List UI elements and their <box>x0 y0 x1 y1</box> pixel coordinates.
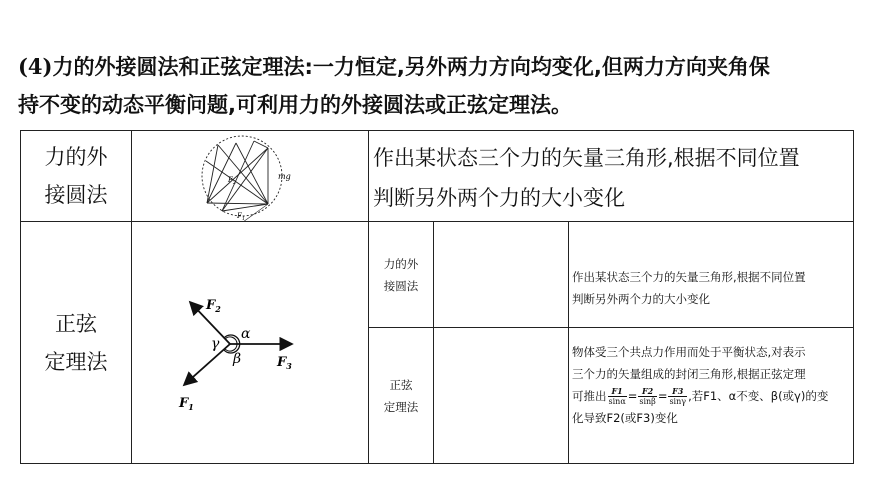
inner-text-line: 判断另外两个力的大小变化 <box>572 292 710 306</box>
gamma-label: γ <box>211 336 220 352</box>
inner-divider <box>568 222 569 463</box>
sine-rule-formula: 可推出 $\frac{F1}{\sin\alpha}$ = $\frac{F2}{\sin\beta}$ = $\frac{F3}{\sin\gamma}$ ,若F1、α不变、β(或γ)的变 <box>572 386 829 406</box>
alpha-label: α <box>241 326 251 342</box>
chord-line <box>254 141 268 148</box>
fraction: $\frac{F3}{\sin\gamma}$ <box>669 386 687 406</box>
intro-line-1-text: 力的外接圆法和正弦定理法:一力恒定,另外两力方向均变化,但两力方向夹角保 <box>52 55 770 79</box>
inner-text-line: 物体受三个共点力作用而处于平衡状态,对表示 <box>572 345 806 359</box>
methods-table <box>20 130 854 464</box>
fraction: $\frac{F1}{\sin\alpha}$ <box>608 386 626 406</box>
row1-label-line: 力的外 <box>44 145 108 169</box>
intro-line-1 <box>18 48 848 86</box>
beta-label: β <box>233 351 242 367</box>
three-force-diagram <box>132 222 368 463</box>
item-number: (4) <box>18 54 53 79</box>
inner-text-line: 作出某状态三个力的矢量三角形,根据不同位置 <box>572 270 806 284</box>
inner-label-line: 定理法 <box>383 399 419 414</box>
row1-description <box>373 135 849 221</box>
row2-label-line: 正弦 <box>55 311 97 336</box>
chord-line <box>207 203 268 204</box>
circle-f2-label: $F_2$ <box>228 176 237 186</box>
inner-label-line: 接圆法 <box>383 278 419 293</box>
inner-row2-label <box>369 328 433 463</box>
f1-label: $F_1$ <box>179 396 194 412</box>
chord-line <box>222 204 268 211</box>
row2-label <box>21 222 131 463</box>
inner-text-line: 化导致F2(或F3)变化 <box>572 411 678 425</box>
row2-label-line: 定理法 <box>44 349 108 374</box>
intro-paragraph <box>18 48 848 124</box>
inner-row2-text <box>572 341 852 463</box>
fraction: $\frac{F2}{\sin\beta}$ <box>639 386 656 406</box>
circumcircle-figure <box>132 131 368 221</box>
circumcircle-diagram <box>132 131 368 221</box>
sine-rule-figure <box>132 222 368 463</box>
row1-description-line: 判断另外两个力的大小变化 <box>373 186 625 210</box>
chord-line <box>207 143 236 203</box>
intro-line-2: 持不变的动态平衡问题,可利用力的外接圆法或正弦定理法。 <box>18 93 572 117</box>
inner-divider <box>368 327 853 328</box>
circle-f1-label: $F_1$ <box>237 212 246 221</box>
inner-row1-label <box>369 222 433 327</box>
inner-text-line: 三个力的矢量组成的封闭三角形,根据正弦定理 <box>572 367 806 381</box>
f1-arrow <box>184 344 230 385</box>
f2-label: $F_2$ <box>206 298 221 314</box>
inner-divider <box>433 222 434 463</box>
inner-label-line: 力的外 <box>383 256 419 271</box>
row1-label-line: 接圆法 <box>44 183 108 207</box>
inner-label-line: 正弦 <box>389 377 413 392</box>
circle-mg-label: mg <box>278 172 291 181</box>
chord-line <box>222 141 254 211</box>
inner-row1-text <box>572 266 850 326</box>
row1-description-line: 作出某状态三个力的矢量三角形,根据不同位置 <box>373 146 800 170</box>
row1-label <box>21 131 131 221</box>
f3-label: $F_3$ <box>277 355 292 371</box>
